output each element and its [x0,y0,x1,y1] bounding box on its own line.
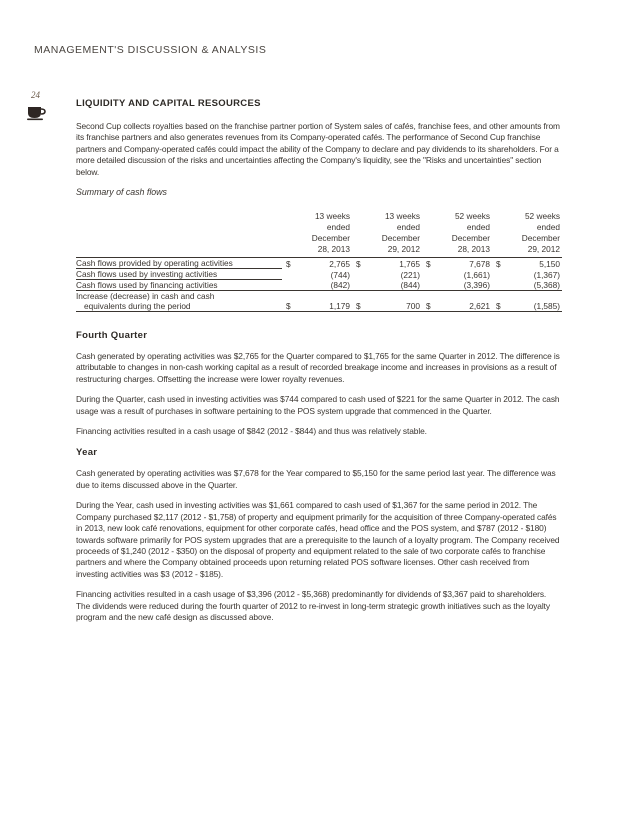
intro-paragraph: Second Cup collects royalties based on the franchise partner portion of System sales of cafés, franchise fees, and other amounts from its franchise partners and also generates revenues from its Company-operated cafés. The performance of Second Cup franchise partners and Company-operated cafés could impact the ability of the Company to declare and pay dividends to its shareholders. For a more detailed discussion of the risks and uncertainties affecting the Company's liquidity, see the "Risks and uncertainties" section below. [76,121,560,177]
summary-title: Summary of cash flows [76,187,167,198]
table-header-row [76,211,562,258]
fourth-quarter-paragraph: During the Quarter, cash used in investing activities was $744 compared to cash used of $221 for the same Quarter in 2012. The cash usage was a result of purchases in software pertaining to the POS system upgrade that commenced in the Quarter. [76,394,560,416]
table-cell: (844) [368,280,422,291]
table-cell: 5,150 [539,258,560,269]
currency-symbol [422,280,438,291]
col-header-line: 52 weeks [524,211,560,222]
column-header [282,211,352,258]
currency-symbol: $ [286,258,291,269]
currency-symbol: $ [352,291,368,312]
table-cell: (1,367) [533,269,560,280]
currency-symbol: $ [496,258,501,269]
col-header-line: ended [536,222,560,233]
row-label: Cash flows provided by operating activities [76,258,282,269]
year-paragraph: Cash generated by operating activities was $7,678 for the Year compared to $5,150 for the same period last year. The difference was due to items discussed above in the Quarter. [76,468,556,490]
currency-symbol [492,269,508,280]
year-paragraph: Financing activities resulted in a cash usage of $3,396 (2012 - $5,368) predominantly for dividends of $3,367 paid to shareholders. The dividends were reduced during the fourth quarter of 2012 to re-invest in long-term strategic growth initiatives such as the loyalty program and the new café design as discussed above. [76,589,550,622]
col-header-line: ended [396,222,420,233]
currency-symbol: $ [426,258,431,269]
row-label [76,291,282,312]
page-number: 24 [31,90,40,100]
currency-symbol [282,280,298,291]
page-header-title: MANAGEMENT'S DISCUSSION & ANALYSIS [34,44,267,56]
table-row [76,258,562,269]
table-row [76,269,562,280]
currency-symbol: $ [356,258,361,269]
col-header-line: 28, 2013 [317,244,350,255]
fourth-quarter-heading: Fourth Quarter [76,330,148,342]
table-row [76,291,562,312]
col-header-line: 13 weeks [384,211,420,222]
currency-symbol [422,269,438,280]
fourth-quarter-paragraph: Financing activities resulted in a cash usage of $842 (2012 - $844) and thus was relatively stable. [76,426,427,437]
col-header-line: ended [466,222,490,233]
column-header [352,211,422,258]
column-header [492,211,562,258]
table-cell: 700 [368,291,422,312]
coffee-cup-icon [26,103,46,121]
row-label-line: equivalents during the period [84,301,191,312]
table-cell: (1,585) [508,291,562,312]
table-cell: 1,179 [298,291,352,312]
col-header-line: 29, 2012 [527,244,560,255]
col-header-line: December [311,233,350,244]
col-header-line: 29, 2012 [387,244,420,255]
col-header-line: 28, 2013 [457,244,490,255]
table-cell: (1,661) [463,269,490,280]
year-heading: Year [76,447,98,459]
col-header-line: ended [326,222,350,233]
year-paragraph: During the Year, cash used in investing activities was $1,661 compared to cash used of $1,367 for the same period in 2012. The Company purchased $2,117 (2012 - $1,758) of property and equipment primarily for the acquisition of three Company-operated cafés in 2013, new look café renovations, equipment for other corporate cafés, head office and the POS system, and $787 (2012 - $180) towards software primarily for POS system upgrades that are a prerequisite to the launch of a loyalty program. The Company received proceeds of $1,240 (2012 - $350) on the disposal of property and equipment related to the sale of two corporate cafés to franchise partners and where the Company obtained proceeds upon returning related POS software licenses. Other cash received from investing activities was $3 (2012 - $185). [76,500,560,579]
col-header-line: December [381,233,420,244]
main-content [76,98,562,632]
table-cell: 1,765 [399,258,420,269]
table-cell: 7,678 [469,258,490,269]
col-header-line: 13 weeks [314,211,350,222]
currency-symbol: $ [282,291,298,312]
table-cell: 2,621 [438,291,492,312]
currency-symbol: $ [492,291,508,312]
fourth-quarter-paragraph: Cash generated by operating activities was $2,765 for the Quarter compared to $1,765 for the same Quarter in 2012. The difference is attributable to changes in non-cash working capital as a result of recorded breakage income and increases in provisions as a result of restructuring charges. Offsetting the increase were lower royalty revenues. [76,351,560,384]
table-cell: 2,765 [329,258,350,269]
col-header-line: December [451,233,490,244]
table-header-blank [76,211,282,258]
col-header-line: 52 weeks [454,211,490,222]
row-label: Cash flows used by investing activities [76,269,282,280]
currency-symbol [352,280,368,291]
row-label: Cash flows used by financing activities [76,280,282,291]
section-heading: LIQUIDITY AND CAPITAL RESOURCES [76,98,261,109]
column-header [422,211,492,258]
table-cell: (221) [400,269,420,280]
currency-symbol [282,269,298,280]
table-cell: (744) [330,269,350,280]
table-cell: (842) [298,280,352,291]
currency-symbol: $ [422,291,438,312]
table-cell: (3,396) [438,280,492,291]
currency-symbol [352,269,368,280]
cash-flow-table [76,211,562,312]
table-row [76,280,562,291]
table-cell: (5,368) [508,280,562,291]
col-header-line: December [521,233,560,244]
currency-symbol [492,280,508,291]
row-label-line: Increase (decrease) in cash and cash [76,291,215,302]
